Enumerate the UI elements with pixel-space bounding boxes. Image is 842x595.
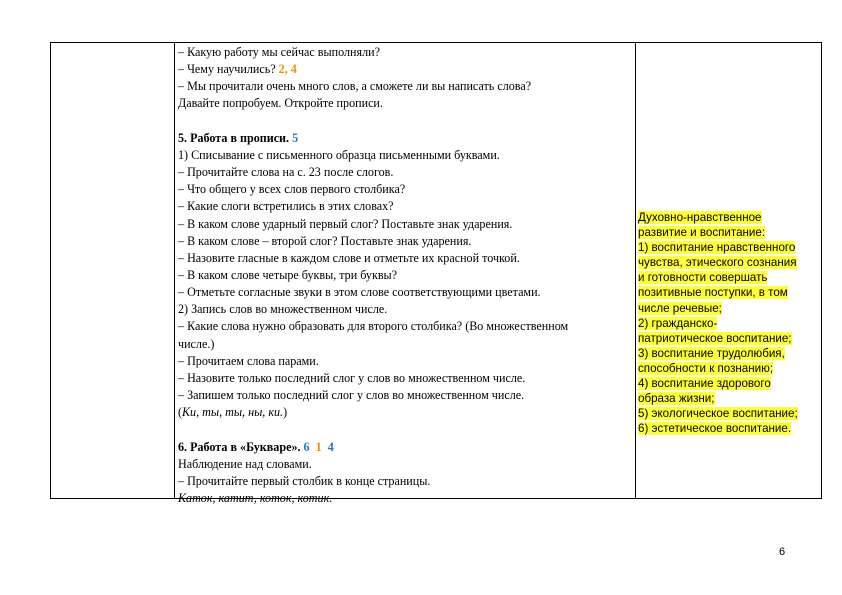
highlighted-text: числе речевые; [638,301,722,315]
spacer [178,421,633,438]
marker-number: 2, [278,62,288,77]
lesson-content-column [178,44,633,507]
highlighted-text: 6) эстетическое воспитание. [638,422,792,436]
section-title: 6. Работа в «Букваре». [178,439,301,454]
text-line: Наблюдение над словами. [178,456,312,471]
text-line: числе.) [178,336,215,351]
highlighted-text: 3) воспитание трудолюбия, [638,346,785,360]
highlighted-text: патриотическое воспитание; [638,331,792,345]
text-line: – Назовите только последний слог у слов во множественном числе. [178,370,526,385]
highlighted-text: развитие и воспитание: [638,226,766,240]
highlighted-text: образа жизни; [638,392,715,406]
spacer [178,113,633,130]
goal-line [638,376,820,391]
column-divider-right [635,43,636,498]
goal-line [638,240,820,255]
highlighted-text: чувства, этического сознания [638,256,797,270]
text-line: 2) Запись слов во множественном числе. [178,302,388,317]
goal-line [638,255,820,270]
lesson-table [50,42,822,506]
section-heading [178,439,633,456]
paren-close: ) [283,405,288,420]
goal-line [638,301,820,316]
paren-open: ( [178,405,183,420]
highlighted-text: 5) экологическое воспитание; [638,407,798,421]
section-heading [178,130,633,147]
marker-number: 1 [315,439,322,454]
highlighted-text: 2) гражданско- [638,316,718,330]
text-line: Давайте попробуем. Откройте прописи. [178,96,383,111]
highlighted-text: позитивные поступки, в том [638,286,788,300]
goal-line [638,361,820,376]
text-line: – Запишем только последний слог у слов во множественном числе. [178,388,525,403]
text-line: – Отметьте согласные звуки в этом слове соответствующими цветами. [178,285,541,300]
text-line: – Назовите гласные в каждом слове и отметьте их красной точкой. [178,250,520,265]
marker-number: 5 [292,130,299,145]
column-divider-left [174,43,175,498]
text-line [178,61,633,78]
section-title: 5. Работа в прописи. [178,130,290,145]
highlighted-text: Духовно-нравственное [638,211,762,224]
text-line: – Мы прочитали очень много слов, а сможете ли вы написать слова? [178,79,532,94]
goal-line [638,225,820,240]
goal-line [638,346,820,361]
marker-number: 4 [327,439,334,454]
text-line: – Прочитаем слова парами. [178,353,319,368]
goal-line [638,406,820,421]
text-line: – Какие слова нужно образовать для второго столбика? (Во множественном [178,319,569,334]
text-line: – Прочитайте первый столбик в конце страницы. [178,473,431,488]
text-line: – В каком слове четыре буквы, три буквы? [178,268,398,283]
text-line: – Прочитайте слова на с. 23 после слогов. [178,165,394,180]
highlighted-text: и готовности совершать [638,271,768,285]
goal-line [638,391,820,406]
goal-line [638,270,820,285]
highlighted-text: 4) воспитание здорового [638,377,771,391]
education-goals-column [638,210,820,436]
text-line: – В каком слове – второй слог? Поставьте знак ударения. [178,233,472,248]
marker-number: 6 [303,439,310,454]
text-line: – В каком слове ударный первый слог? Поставьте знак ударения. [178,216,513,231]
text-line: 1) Списывание с письменного образца письменными буквами. [178,147,500,162]
italic-words: Каток, катит, коток, котик. [178,491,333,506]
text-line: – Что общего у всех слов первого столбика? [178,182,406,197]
goal-line [638,331,820,346]
highlighted-text: способности к познанию; [638,361,774,375]
question-text: – Чему научились? [178,62,276,77]
goal-line [638,421,820,436]
goal-line [638,210,820,225]
text-line: – Какие слоги встретились в этих словах? [178,199,394,214]
page-number: 6 [779,546,786,558]
italic-syllables: Ки, ты, ты, ны, ки. [182,405,284,420]
text-line: – Какую работу мы сейчас выполняли? [178,45,380,59]
goal-line [638,285,820,300]
highlighted-text: 1) воспитание нравственного [638,241,796,255]
text-line [178,404,633,421]
goal-line [638,316,820,331]
marker-number: 4 [290,62,297,77]
